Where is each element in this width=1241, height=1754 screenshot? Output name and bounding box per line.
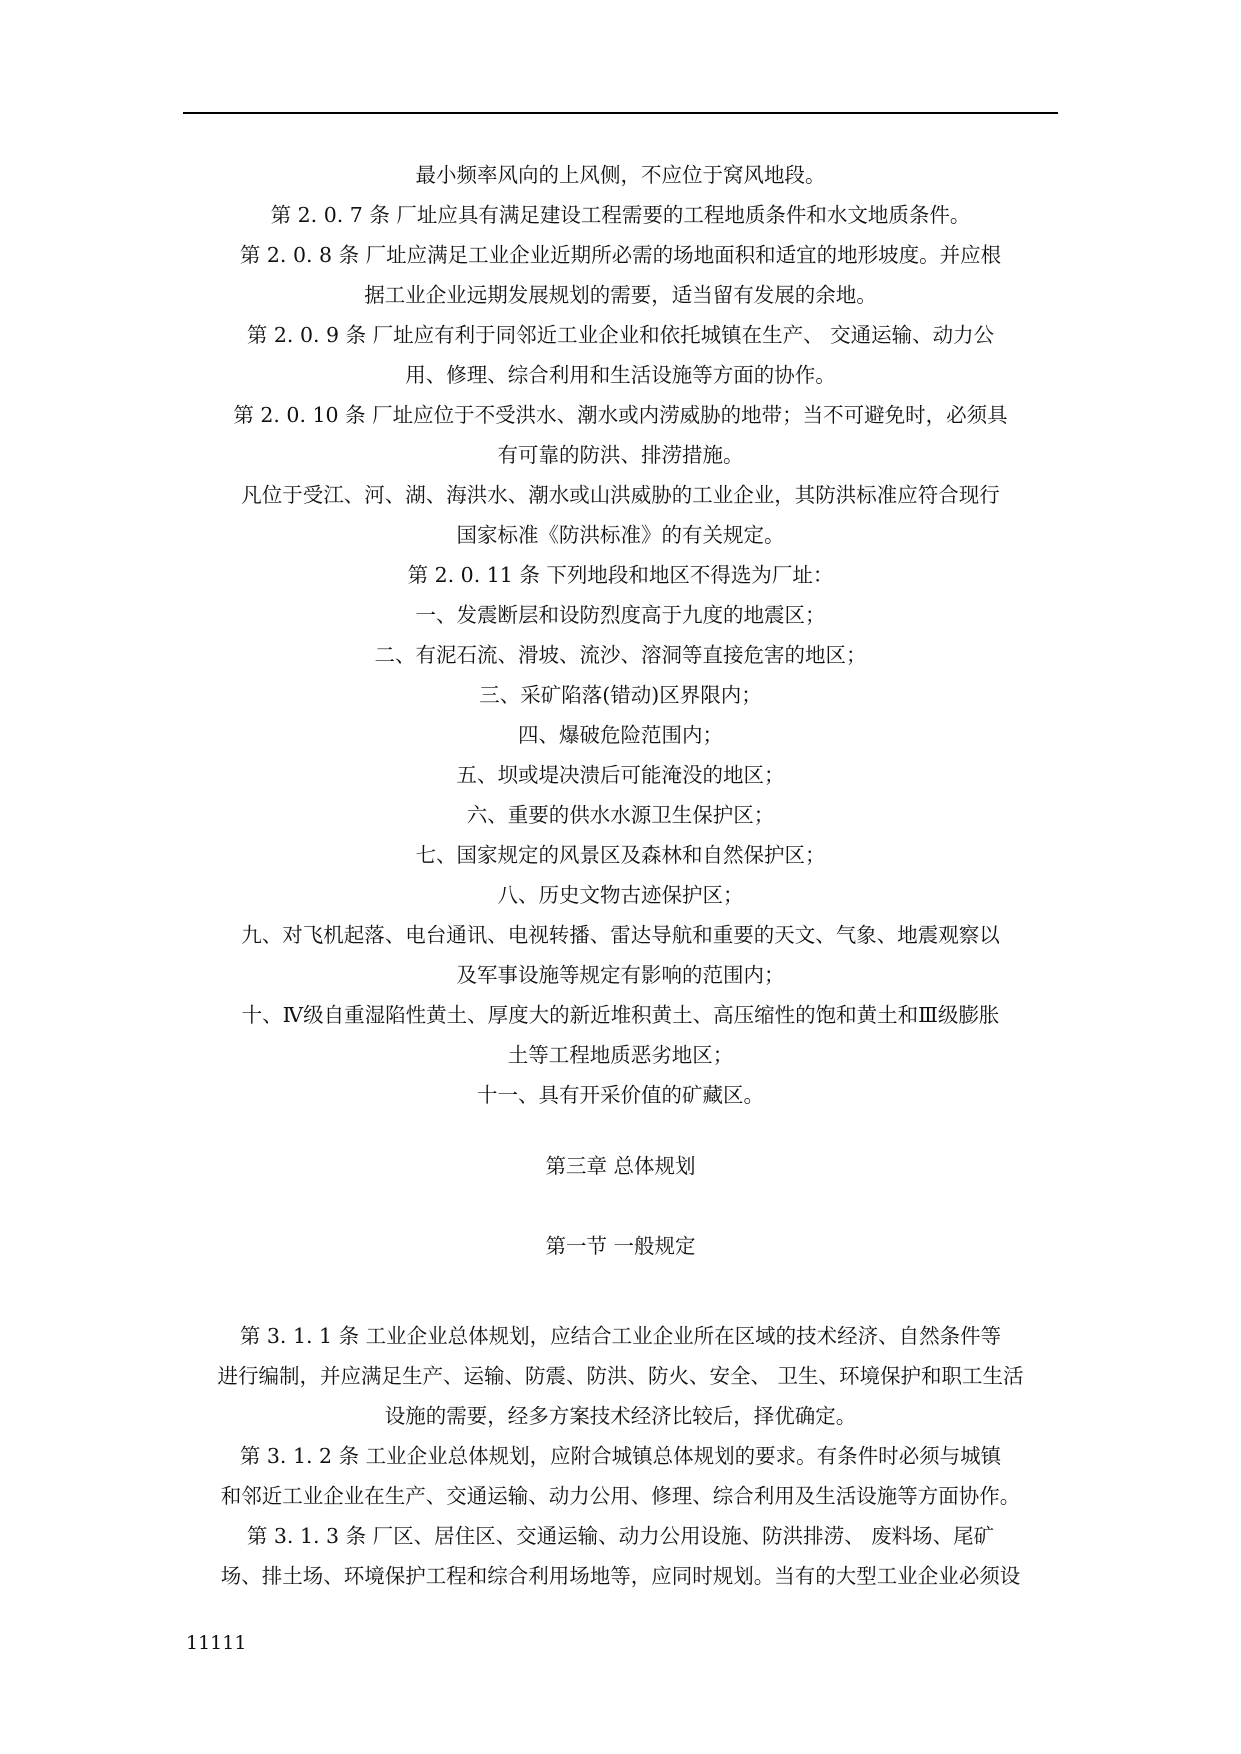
list-item: 九、对飞机起落、电台通讯、电视转播、雷达导航和重要的天文、气象、地震观察以 (241, 923, 1000, 947)
text-line: 有可靠的防洪、排涝措施。 (497, 443, 744, 467)
text-line: 第 2. 0. 7 条 厂址应具有满足建设工程需要的工程地质条件和水文地质条件。 (270, 203, 971, 227)
text-line: 据工业企业远期发展规划的需要，适当留有发展的余地。 (364, 283, 877, 307)
text-line: 第 3. 1. 1 条 工业企业总体规划，应结合工业企业所在区域的技术经济、自然条件等 (239, 1324, 1002, 1348)
list-item: 七、国家规定的风景区及森林和自然保护区； (415, 843, 826, 867)
text-line: 场、排土场、环境保护工程和综合利用场地等，应同时规划。当有的大型工业企业必须设 (220, 1564, 1021, 1588)
text-line: 设施的需要，经多方案技术经济比较后，择优确定。 (384, 1404, 857, 1428)
list-item: 八、历史文物古迹保护区； (497, 883, 744, 907)
list-item: 六、重要的供水水源卫生保护区； (466, 803, 775, 827)
text-line: 最小频率风向的上风侧，不应位于窝风地段。 (415, 163, 826, 187)
list-item: 三、采矿陷落(错动)区界限内； (479, 683, 762, 707)
list-item: 十、Ⅳ级自重湿陷性黄土、厚度大的新近堆积黄土、高压缩性的饱和黄土和Ⅲ级膨胀 (241, 1003, 1000, 1027)
list-item: 五、坝或堤决溃后可能淹没的地区； (456, 763, 785, 787)
header-rule (183, 112, 1058, 114)
text-line: 国家标准《防洪标准》的有关规定。 (456, 523, 785, 547)
text-line: 凡位于受江、河、湖、海洪水、潮水或山洪威胁的工业企业，其防洪标准应符合现行 (241, 483, 1000, 507)
list-item: 二、有泥石流、滑坡、流沙、溶洞等直接危害的地区； (374, 643, 867, 667)
list-item: 土等工程地质恶劣地区； (507, 1043, 734, 1067)
text-line: 用、修理、综合利用和生活设施等方面的协作。 (405, 363, 836, 387)
list-item: 十一、具有开采价值的矿藏区。 (477, 1083, 764, 1107)
list-item: 及军事设施等规定有影响的范围内； (456, 963, 785, 987)
chapter-title: 第三章 总体规划 (545, 1154, 696, 1178)
text-line: 第 2. 0. 11 条 下列地段和地区不得选为厂址： (407, 563, 834, 587)
text-line: 和邻近工业企业在生产、交通运输、动力公用、修理、综合利用及生活设施等方面协作。 (220, 1484, 1021, 1508)
list-item: 一、发震断层和设防烈度高于九度的地震区； (415, 603, 826, 627)
section-title: 第一节 一般规定 (545, 1234, 696, 1258)
text-line: 第 2. 0. 8 条 厂址应满足工业企业近期所必需的场地面积和适宜的地形坡度。并应根 (239, 243, 1002, 267)
text-line: 进行编制，并应满足生产、运输、防震、防洪、防火、安全、 卫生、环境保护和职工生活 (217, 1364, 1024, 1388)
text-line: 第 3. 1. 3 条 厂区、居住区、交通运输、动力公用设施、防洪排涝、 废料场、尾矿 (246, 1524, 995, 1548)
text-line: 第 2. 0. 10 条 厂址应位于不受洪水、潮水或内涝威胁的地带；当不可避免时，必须具 (233, 403, 1008, 427)
text-line: 第 3. 1. 2 条 工业企业总体规划，应附合城镇总体规划的要求。有条件时必须与城镇 (239, 1444, 1002, 1468)
page-number: 11111 (186, 1632, 247, 1654)
list-item: 四、爆破危险范围内； (518, 723, 723, 747)
text-line: 第 2. 0. 9 条 厂址应有利于同邻近工业企业和依托城镇在生产、 交通运输、动力公 (246, 323, 995, 347)
